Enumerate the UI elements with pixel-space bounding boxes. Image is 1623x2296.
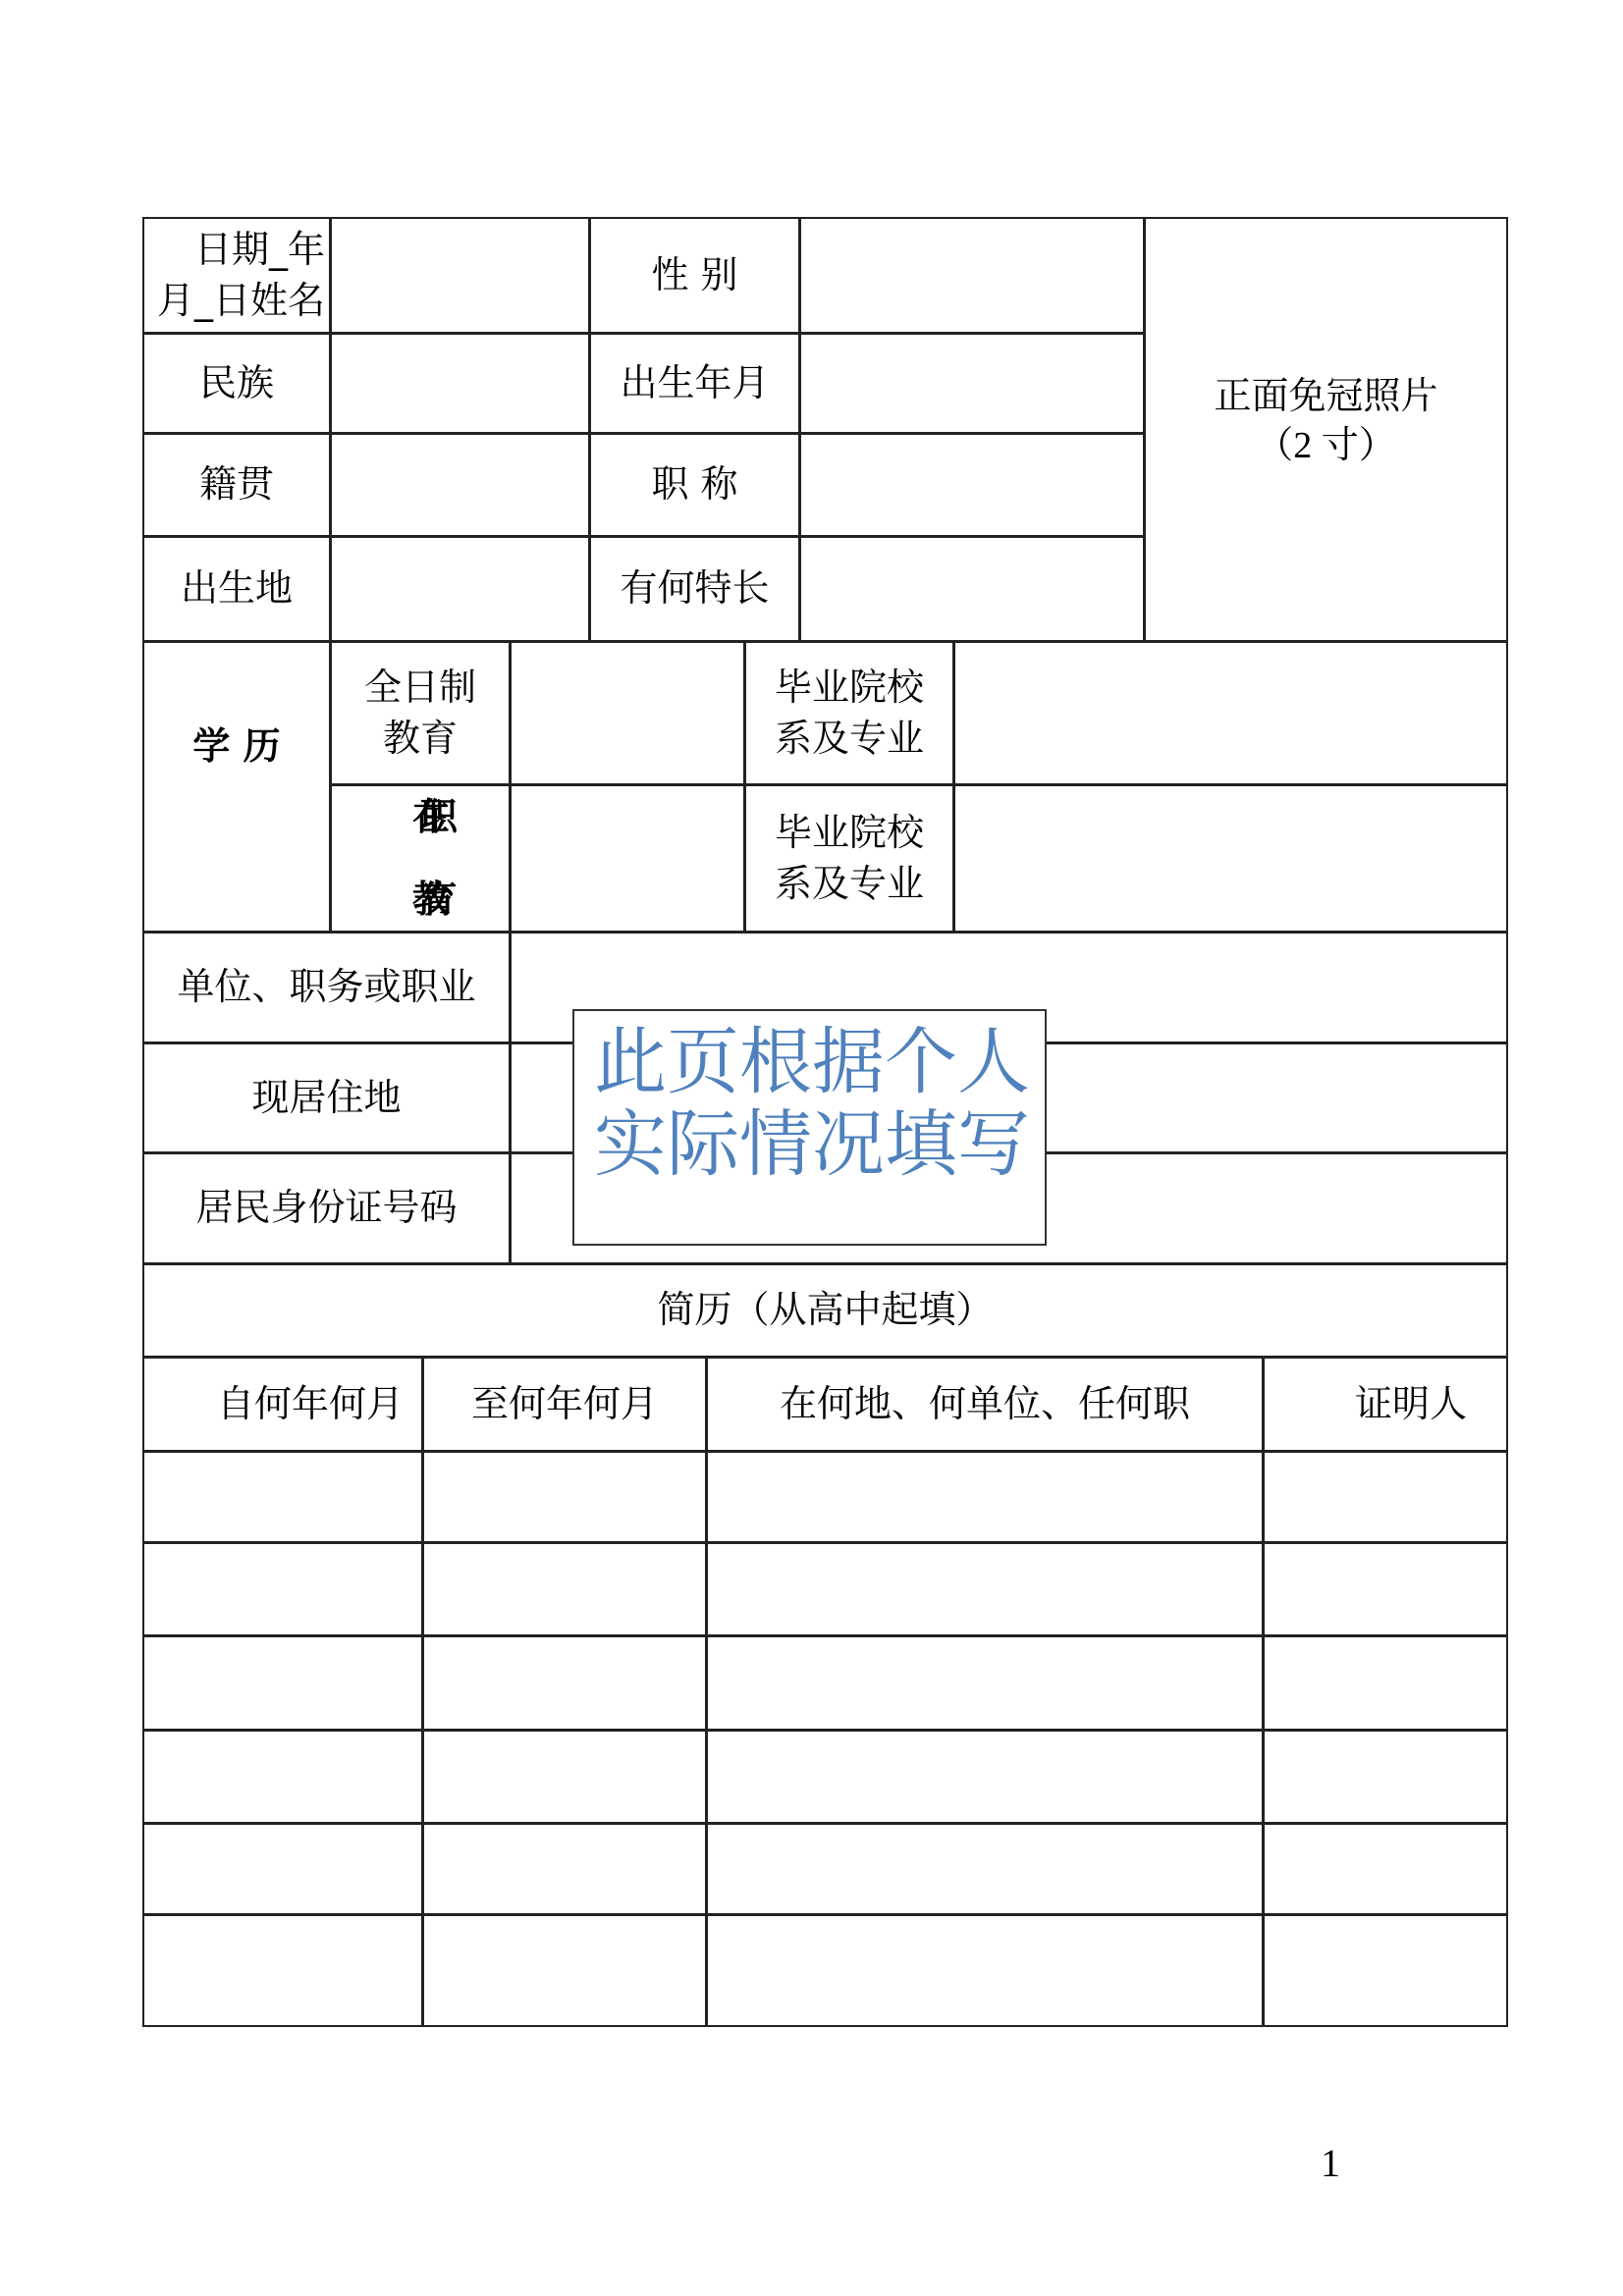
school2-line2: 系及专业	[774, 861, 924, 905]
resume-cell[interactable]	[422, 1542, 707, 1636]
native-place-field[interactable]	[330, 433, 590, 537]
school2-line1: 毕业院校	[774, 811, 924, 855]
title-field[interactable]	[799, 433, 1145, 537]
resume-cell[interactable]	[1263, 1635, 1508, 1731]
resume-cell[interactable]	[422, 1914, 707, 2027]
parttime-line2: 教育	[411, 877, 428, 921]
specialty-label: 有何特长	[589, 536, 800, 642]
resume-header-witness: 证明人	[1263, 1357, 1508, 1452]
resume-cell[interactable]	[422, 1823, 707, 1915]
resume-cell[interactable]	[1263, 1451, 1508, 1543]
education-label: 学 历	[142, 641, 331, 933]
photo-box	[1144, 217, 1508, 642]
birthplace-label: 出生地	[142, 536, 331, 642]
name-label	[142, 217, 331, 334]
resume-cell[interactable]	[706, 1451, 1264, 1543]
resume-cell[interactable]	[706, 1914, 1264, 2027]
birth-month-label: 出生年月	[589, 333, 800, 434]
resume-cell[interactable]	[142, 1823, 423, 1915]
resume-cell[interactable]	[1263, 1730, 1508, 1824]
overlay-line1: 此页根据个人	[594, 1020, 1030, 1104]
residence-label: 现居住地	[142, 1042, 511, 1153]
school2-field[interactable]	[953, 784, 1508, 933]
photo-label: 正面免冠照片	[1214, 374, 1438, 417]
gender-label: 性 别	[589, 217, 800, 334]
birthplace-field[interactable]	[330, 536, 590, 642]
name-label-line1: 日期_年	[193, 228, 325, 272]
resume-cell[interactable]	[1263, 1914, 1508, 2027]
gender-field[interactable]	[799, 217, 1145, 334]
ethnicity-label: 民族	[142, 333, 331, 434]
resume-cell[interactable]	[422, 1635, 707, 1731]
parttime-label	[330, 784, 511, 933]
specialty-field[interactable]	[799, 536, 1145, 642]
resume-cell[interactable]	[142, 1542, 423, 1636]
resume-cell[interactable]	[142, 1451, 423, 1543]
name-field[interactable]	[330, 217, 590, 334]
photo-size: （2 寸）	[1256, 425, 1396, 467]
employer-label: 单位、职务或职业	[142, 932, 511, 1043]
school1-field[interactable]	[953, 641, 1508, 785]
fulltime-label	[330, 641, 511, 785]
native-place-label: 籍贯	[142, 433, 331, 537]
school1-label	[744, 641, 954, 785]
resume-cell[interactable]	[142, 1635, 423, 1731]
resume-cell[interactable]	[1263, 1823, 1508, 1915]
resume-title: 简历（从高中起填）	[142, 1263, 1508, 1358]
fulltime-line1: 全日制	[363, 666, 476, 710]
resume-cell[interactable]	[422, 1451, 707, 1543]
fulltime-line2: 教育	[382, 716, 458, 760]
resume-cell[interactable]	[142, 1914, 423, 2027]
resume-header-from: 自何年何月	[142, 1357, 423, 1452]
ethnicity-field[interactable]	[330, 333, 590, 434]
resume-cell[interactable]	[706, 1542, 1264, 1636]
name-label-line2: 月_日姓名	[156, 278, 325, 322]
birth-month-field[interactable]	[799, 333, 1145, 434]
resume-cell[interactable]	[706, 1823, 1264, 1915]
id-number-label: 居民身份证号码	[142, 1152, 511, 1264]
page-number: 1	[1321, 2141, 1340, 2185]
overlay-line2: 实际情况填写	[594, 1102, 1030, 1187]
resume-cell[interactable]	[1263, 1542, 1508, 1636]
school1-line2: 系及专业	[774, 716, 924, 760]
parttime-line1: 在职	[411, 794, 428, 838]
resume-header-to: 至何年何月	[422, 1357, 707, 1452]
fulltime-degree-field[interactable]	[510, 641, 745, 785]
resume-cell[interactable]	[706, 1730, 1264, 1824]
parttime-degree-field[interactable]	[510, 784, 745, 933]
overlay-note	[572, 1009, 1047, 1246]
school1-line1: 毕业院校	[774, 666, 924, 710]
resume-cell[interactable]	[422, 1730, 707, 1824]
resume-cell[interactable]	[142, 1730, 423, 1824]
school2-label	[744, 784, 954, 933]
title-label: 职 称	[589, 433, 800, 537]
resume-cell[interactable]	[706, 1635, 1264, 1731]
resume-header-position: 在何地、何单位、任何职	[706, 1357, 1264, 1452]
